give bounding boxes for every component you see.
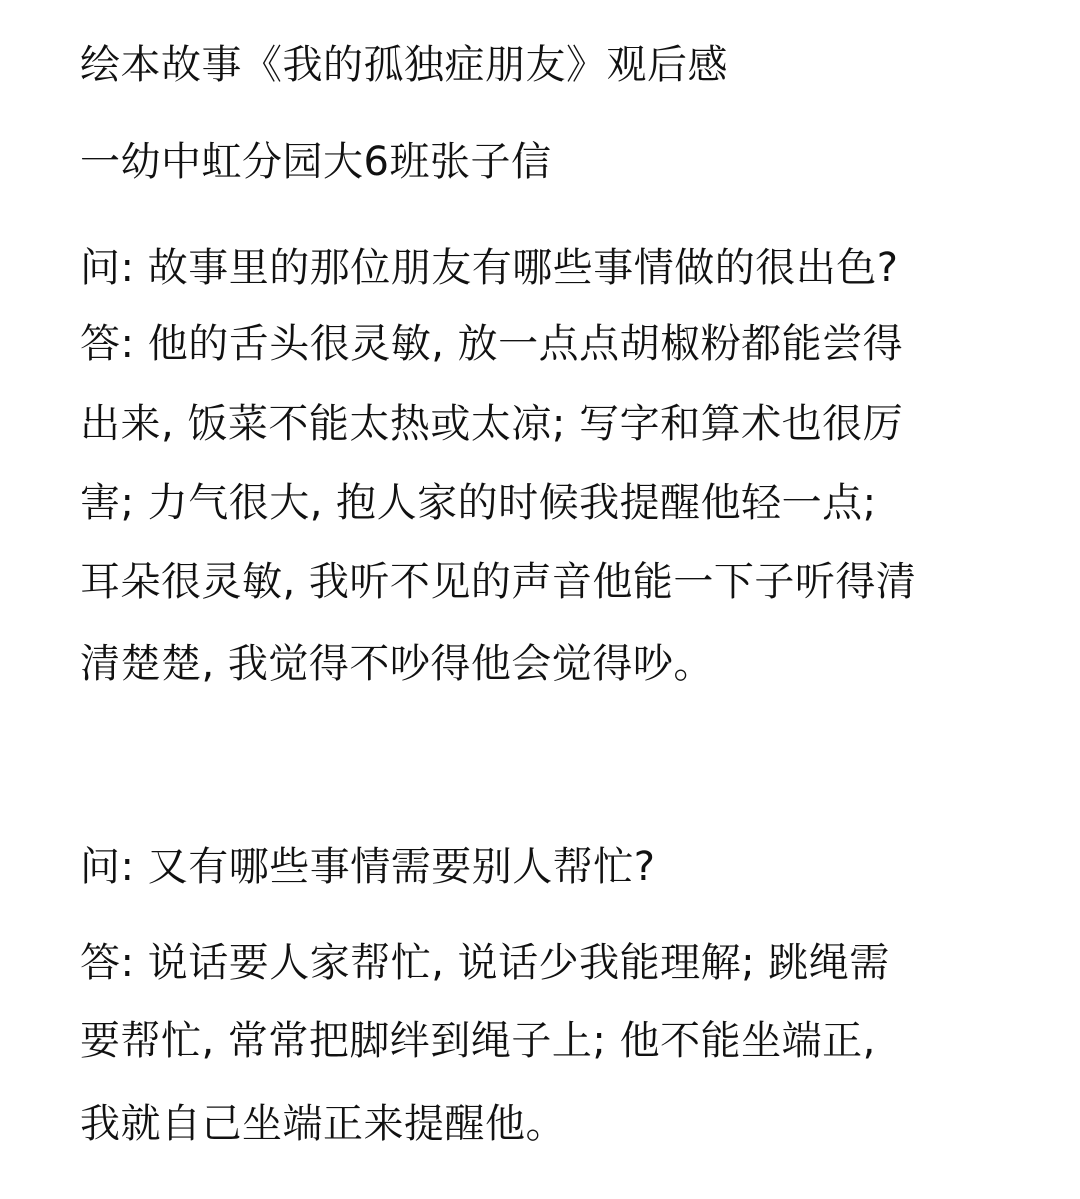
question-1: 问: 故事里的那位朋友有哪些事情做的很出色?	[80, 245, 899, 291]
answer-1-line-2: 出来, 饭菜不能太热或太凉; 写字和算术也很厉	[80, 401, 904, 447]
answer-2-line-1: 答: 说话要人家帮忙, 说话少我能理解; 跳绳需	[80, 940, 890, 986]
answer-2-line-2: 要帮忙, 常常把脚绊到绳子上; 他不能坐端正,	[80, 1018, 876, 1064]
document-title: 绘本故事《我的孤独症朋友》观后感	[80, 42, 728, 88]
answer-1-line-3: 害; 力气很大, 抱人家的时候我提醒他轻一点;	[80, 480, 877, 526]
question-2: 问: 又有哪些事情需要别人帮忙?	[80, 844, 656, 890]
answer-1-line-5: 清楚楚, 我觉得不吵得他会觉得吵。	[80, 641, 714, 687]
author-line: 一幼中虹分园大6班张子信	[80, 139, 552, 185]
answer-2-line-3: 我就自己坐端正来提醒他。	[80, 1101, 566, 1147]
answer-1-line-4: 耳朵很灵敏, 我听不见的声音他能一下子听得清	[80, 559, 917, 605]
answer-1-line-1: 答: 他的舌头很灵敏, 放一点点胡椒粉都能尝得	[80, 321, 904, 367]
